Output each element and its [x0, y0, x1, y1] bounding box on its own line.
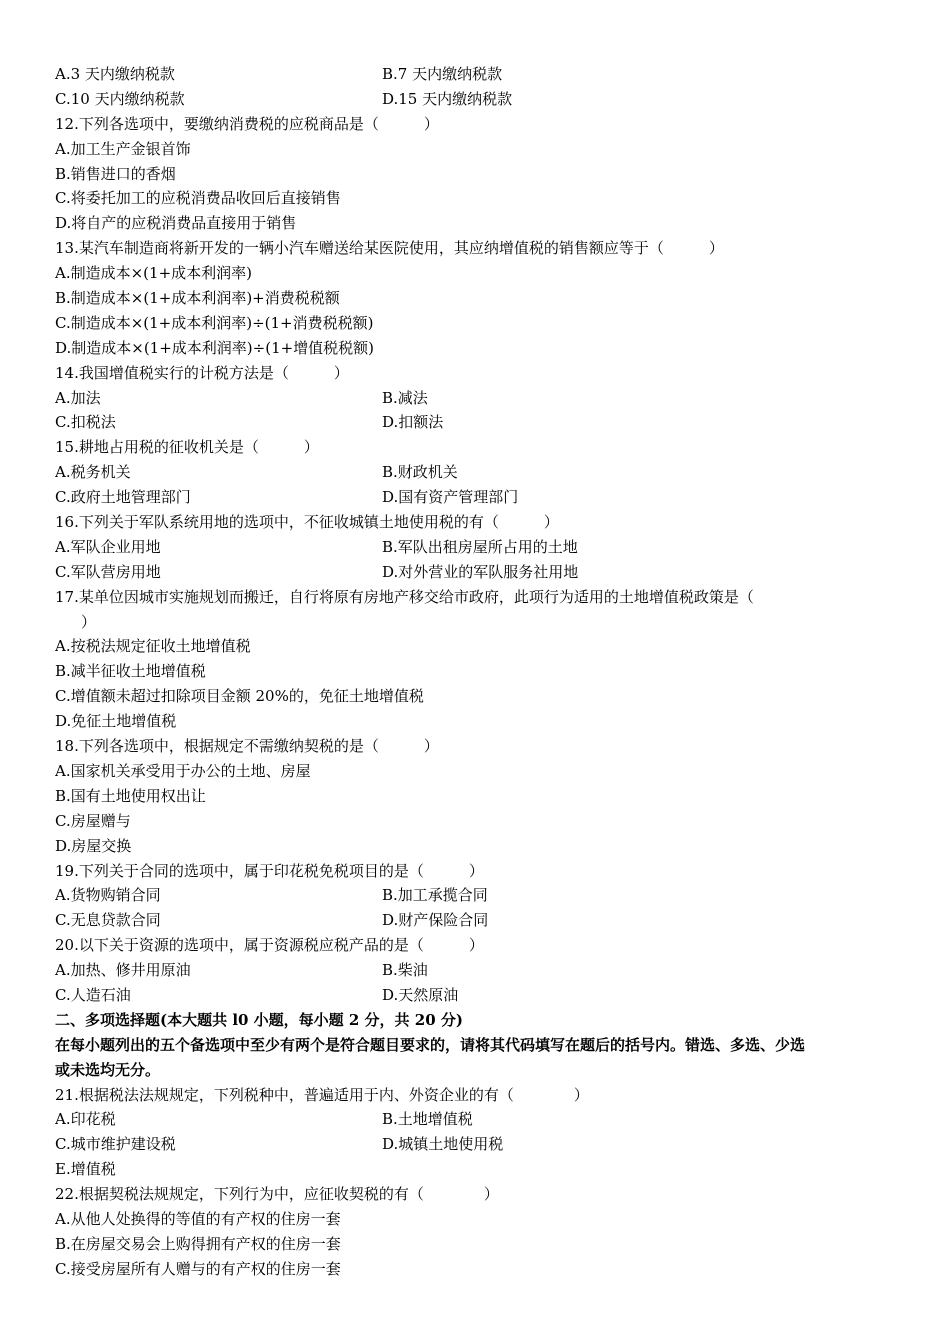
- option-line: D.免征土地增值税: [55, 712, 177, 731]
- option-left: C.城市维护建设税: [55, 1135, 176, 1154]
- question-stem-continuation: ）: [81, 612, 97, 631]
- option-right: B.财政机关: [382, 463, 458, 482]
- option-row: [55, 386, 910, 411]
- option-left: C.10 天内缴纳税款: [55, 89, 185, 108]
- option-right: B.土地增值税: [382, 1110, 473, 1129]
- option-row: [55, 1107, 910, 1132]
- option-right: B.军队出租房屋所占用的土地: [382, 537, 578, 556]
- section-heading: 二、多项选择题(本大题共 l0 小题，每小题 2 分，共 20 分): [55, 1010, 463, 1029]
- option-row: [55, 460, 910, 485]
- question-stem: 22.根据契税法规规定，下列行为中，应征收契税的有（ ）: [55, 1185, 499, 1204]
- section-heading: 或未选均无分。: [55, 1060, 161, 1079]
- question-stem: 21.根据税法法规规定，下列税种中，普遍适用于内、外资企业的有（ ）: [55, 1085, 589, 1104]
- option-row: [55, 1132, 910, 1157]
- question-stem: 17.某单位因城市实施规划而搬迁，自行将原有房地产移交给市政府，此项行为适用的土地增值税政策是（: [55, 587, 754, 606]
- option-line: B.制造成本×(1+成本利润率)+消费税税额: [55, 289, 340, 308]
- option-line: A.按税法规定征收土地增值税: [55, 637, 251, 656]
- option-row: [55, 535, 910, 560]
- option-left: C.无息贷款合同: [55, 911, 161, 930]
- option-left: C.扣税法: [55, 413, 116, 432]
- option-row: [55, 983, 910, 1008]
- option-line: A.制造成本×(1+成本利润率): [55, 264, 252, 283]
- option-line: C.将委托加工的应税消费品收回后直接销售: [55, 189, 341, 208]
- option-row: [55, 958, 910, 983]
- option-row: [55, 560, 910, 585]
- option-line: A.从他人处换得的等值的有产权的住房一套: [55, 1209, 341, 1228]
- option-row: [55, 87, 910, 112]
- question-stem: 15.耕地占用税的征收机关是（ ）: [55, 438, 319, 457]
- option-line: D.房屋交换: [55, 836, 132, 855]
- question-stem: 16.下列关于军队系统用地的选项中，不征收城镇土地使用税的有（ ）: [55, 513, 559, 532]
- question-stem: 20.以下关于资源的选项中，属于资源税应税产品的是（ ）: [55, 936, 484, 955]
- option-line: A.加工生产金银首饰: [55, 139, 191, 158]
- option-line: C.房屋赠与: [55, 811, 131, 830]
- section-heading: 在每小题列出的五个备选项中至少有两个是符合题目要求的，请将其代码填写在题后的括号内。错选、多选、少选: [55, 1035, 806, 1054]
- option-right: B.减法: [382, 388, 428, 407]
- option-left: A.军队企业用地: [55, 537, 161, 556]
- option-line: E.增值税: [55, 1160, 116, 1179]
- option-right: D.国有资产管理部门: [382, 488, 519, 507]
- option-line: C.制造成本×(1+成本利润率)÷(1+消费税税额): [55, 313, 374, 332]
- option-row: [55, 908, 910, 933]
- option-left: C.政府土地管理部门: [55, 488, 191, 507]
- option-left: A.税务机关: [55, 463, 131, 482]
- option-row: [55, 410, 910, 435]
- question-stem: 19.下列关于合同的选项中，属于印花税免税项目的是（ ）: [55, 861, 484, 880]
- question-stem: 12.下列各选项中，要缴纳消费税的应税商品是（ ）: [55, 114, 439, 133]
- option-right: D.财产保险合同: [382, 911, 489, 930]
- option-right: D.扣额法: [382, 413, 444, 432]
- option-line: B.国有土地使用权出让: [55, 786, 206, 805]
- option-row: [55, 62, 910, 87]
- option-line: C.接受房屋所有人赠与的有产权的住房一套: [55, 1259, 341, 1278]
- option-row: [55, 883, 910, 908]
- option-left: A.3 天内缴纳税款: [55, 65, 175, 83]
- option-right: D.天然原油: [382, 985, 459, 1004]
- option-right: D.对外营业的军队服务社用地: [382, 562, 579, 581]
- option-left: C.军队营房用地: [55, 562, 161, 581]
- option-left: A.加法: [55, 388, 101, 407]
- option-line: A.国家机关承受用于办公的土地、房屋: [55, 761, 311, 780]
- option-right: B.柴油: [382, 961, 428, 980]
- option-line: B.销售进口的香烟: [55, 164, 176, 183]
- option-left: A.印花税: [55, 1110, 116, 1129]
- option-right: D.城镇土地使用税: [382, 1135, 504, 1154]
- question-stem: 18.下列各选项中，根据规定不需缴纳契税的是（ ）: [55, 737, 439, 756]
- option-left: C.人造石油: [55, 985, 131, 1004]
- option-right: B.7 天内缴纳税款: [382, 65, 503, 83]
- question-stem: 14.我国增值税实行的计税方法是（ ）: [55, 363, 349, 382]
- option-line: D.制造成本×(1+成本利润率)÷(1+增值税税额): [55, 338, 375, 357]
- option-right: B.加工承揽合同: [382, 886, 488, 905]
- option-left: A.货物购销合同: [55, 886, 161, 905]
- option-right: D.15 天内缴纳税款: [382, 89, 513, 108]
- question-stem: 13.某汽车制造商将新开发的一辆小汽车赠送给某医院使用，其应纳增值税的销售额应等于（ ）: [55, 239, 724, 258]
- option-line: D.将自产的应税消费品直接用于销售: [55, 214, 297, 233]
- option-line: B.在房屋交易会上购得拥有产权的住房一套: [55, 1234, 341, 1253]
- option-line: C.增值额未超过扣除项目金额 20%的，免征土地增值税: [55, 687, 424, 706]
- option-left: A.加热、修井用原油: [55, 961, 191, 980]
- option-line: B.减半征收土地增值税: [55, 662, 206, 681]
- option-row: [55, 485, 910, 510]
